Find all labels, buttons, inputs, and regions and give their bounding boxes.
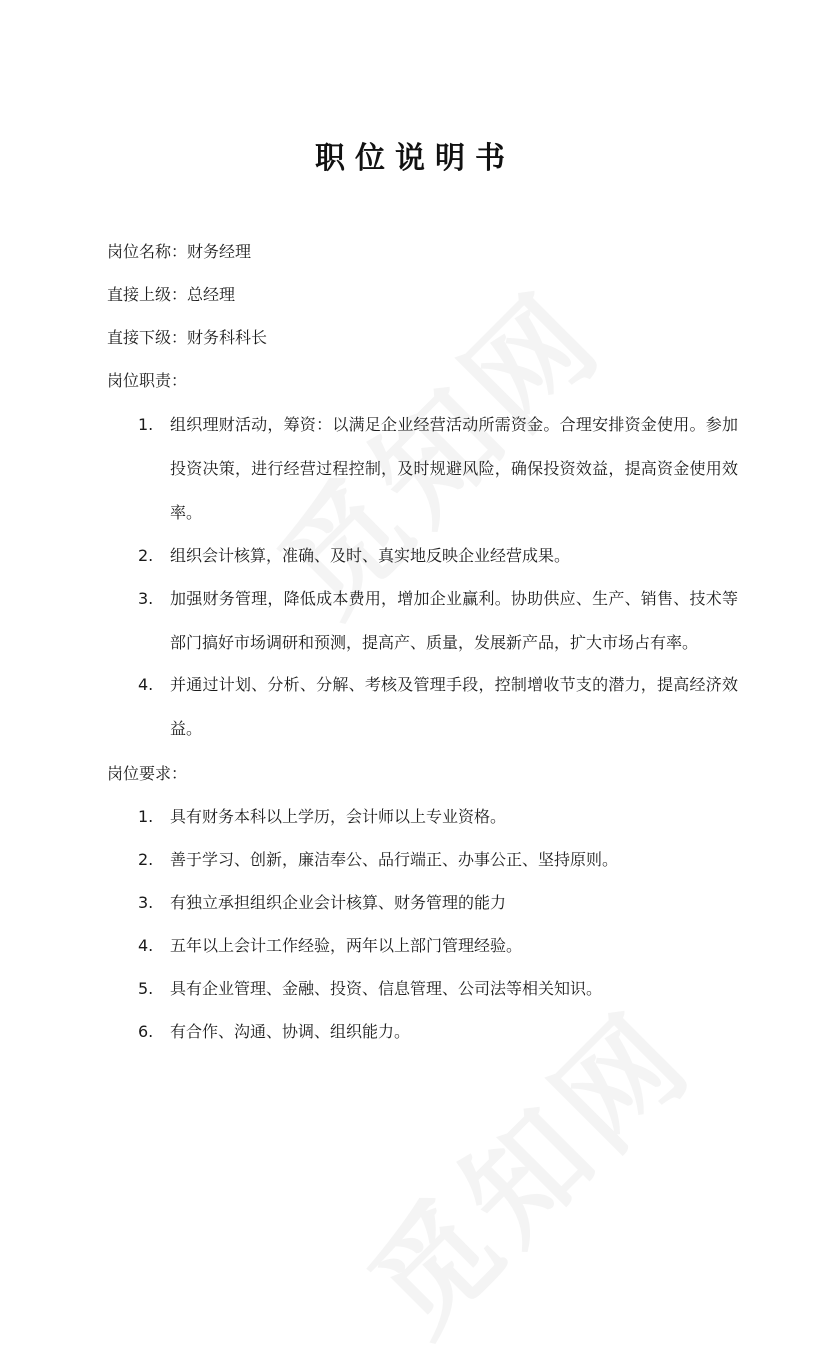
requirement-item [138, 924, 738, 968]
superior-label: 直接上级： [107, 285, 188, 304]
requirement-item [138, 967, 738, 1011]
requirement-number: 6. [138, 1022, 154, 1041]
requirement-item [138, 838, 738, 882]
requirement-text: 五年以上会计工作经验，两年以上部门管理经验。 [170, 936, 523, 955]
job-name-line [107, 242, 251, 262]
duty-number: 3. [138, 589, 154, 608]
requirement-number: 1. [138, 807, 154, 826]
duty-text: 并通过计划、分析、分解、考核及管理手段，控制增收节支的潜力，提高经济效益。 [170, 675, 738, 738]
subordinate-line [107, 328, 267, 348]
requirement-item [138, 881, 738, 925]
requirement-text: 善于学习、创新，廉洁奉公、品行端正、办事公正、坚持原则。 [170, 850, 619, 869]
requirement-item [138, 795, 738, 839]
duties-heading: 岗位职责： [107, 371, 188, 390]
superior-value: 总经理 [187, 285, 236, 304]
requirement-number: 3. [138, 893, 154, 912]
duty-text: 组织会计核算，准确、及时、真实地反映企业经营成果。 [170, 546, 571, 565]
duty-number: 2. [138, 546, 154, 565]
duty-item [138, 663, 738, 751]
requirement-text: 有合作、沟通、协调、组织能力。 [170, 1022, 411, 1041]
duty-item [138, 577, 738, 665]
requirement-number: 2. [138, 850, 154, 869]
superior-line [107, 285, 235, 305]
page-title: 职位说明书 [315, 141, 515, 176]
requirement-item [138, 1010, 738, 1054]
requirement-text: 具有财务本科以上学历，会计师以上专业资格。 [170, 807, 507, 826]
duty-item [138, 403, 738, 535]
requirement-number: 5. [138, 979, 154, 998]
job-name-value: 财务经理 [187, 242, 252, 261]
duty-text: 组织理财活动，筹资：以满足企业经营活动所需资金。合理安排资金使用。参加投资决策，进行经营过程控制，及时规避风险，确保投资效益，提高资金使用效率。 [170, 415, 738, 522]
duty-number: 1. [138, 415, 154, 434]
requirement-number: 4. [138, 936, 154, 955]
requirement-text: 具有企业管理、金融、投资、信息管理、公司法等相关知识。 [170, 979, 603, 998]
requirement-text: 有独立承担组织企业会计核算、财务管理的能力 [170, 893, 507, 912]
job-name-label: 岗位名称： [107, 242, 188, 261]
subordinate-value: 财务科科长 [187, 328, 268, 347]
duty-item [138, 534, 738, 578]
requirements-heading: 岗位要求： [107, 764, 188, 783]
duty-text: 加强财务管理，降低成本费用，增加企业赢利。协助供应、生产、销售、技术等部门搞好市场调研和预测，提高产、质量，发展新产品，扩大市场占有率。 [170, 589, 738, 652]
duty-number: 4. [138, 675, 154, 694]
subordinate-label: 直接下级： [107, 328, 188, 347]
